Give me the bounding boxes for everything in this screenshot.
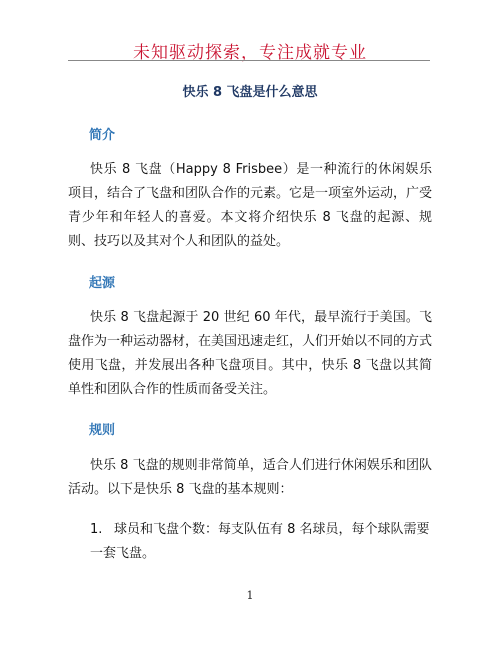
list-item-text: 球员和飞盘个数：每支队伍有 8 名球员，每个球队需要一套飞盘。 (90, 522, 430, 561)
section-heading-origin: 起源 (89, 276, 116, 291)
list-item-number: 1. (90, 522, 103, 537)
section-heading-intro: 简介 (89, 128, 116, 143)
section-paragraph-origin: 快乐 8 飞盘起源于 20 世纪 60 年代，最早流行于美国。飞盘作为一种运动器材，在美国迅速走红，人们开始以不同的方式使用飞盘，并发展出各种飞盘项目。其中，快乐 8 飞盘以其简单性和团队合作的性质而备受关注。 (68, 310, 433, 397)
page-number: 1 (246, 589, 254, 602)
section-paragraph-rules: 快乐 8 飞盘的规则非常简单，适合人们进行休闲娱乐和团队活动。以下是快乐 8 飞盘的基本规则： (68, 458, 432, 497)
section-heading-rules: 规则 (89, 423, 116, 438)
document-title: 快乐 8 飞盘是什么意思 (182, 85, 318, 100)
header-banner: 未知驱动探索，专注成就专业 (133, 43, 367, 63)
list-item (90, 518, 432, 566)
section-paragraph-intro: 快乐 8 飞盘（Happy 8 Frisbee）是一种流行的休闲娱乐项目，结合了飞盘和团队合作的元素。它是一项室外运动，广受青少年和年轻人的喜爱。本文将介绍快乐 8 飞盘的起源、规则、技巧以及其对个人和团队的益处。 (68, 162, 433, 249)
header-divider (68, 60, 430, 61)
